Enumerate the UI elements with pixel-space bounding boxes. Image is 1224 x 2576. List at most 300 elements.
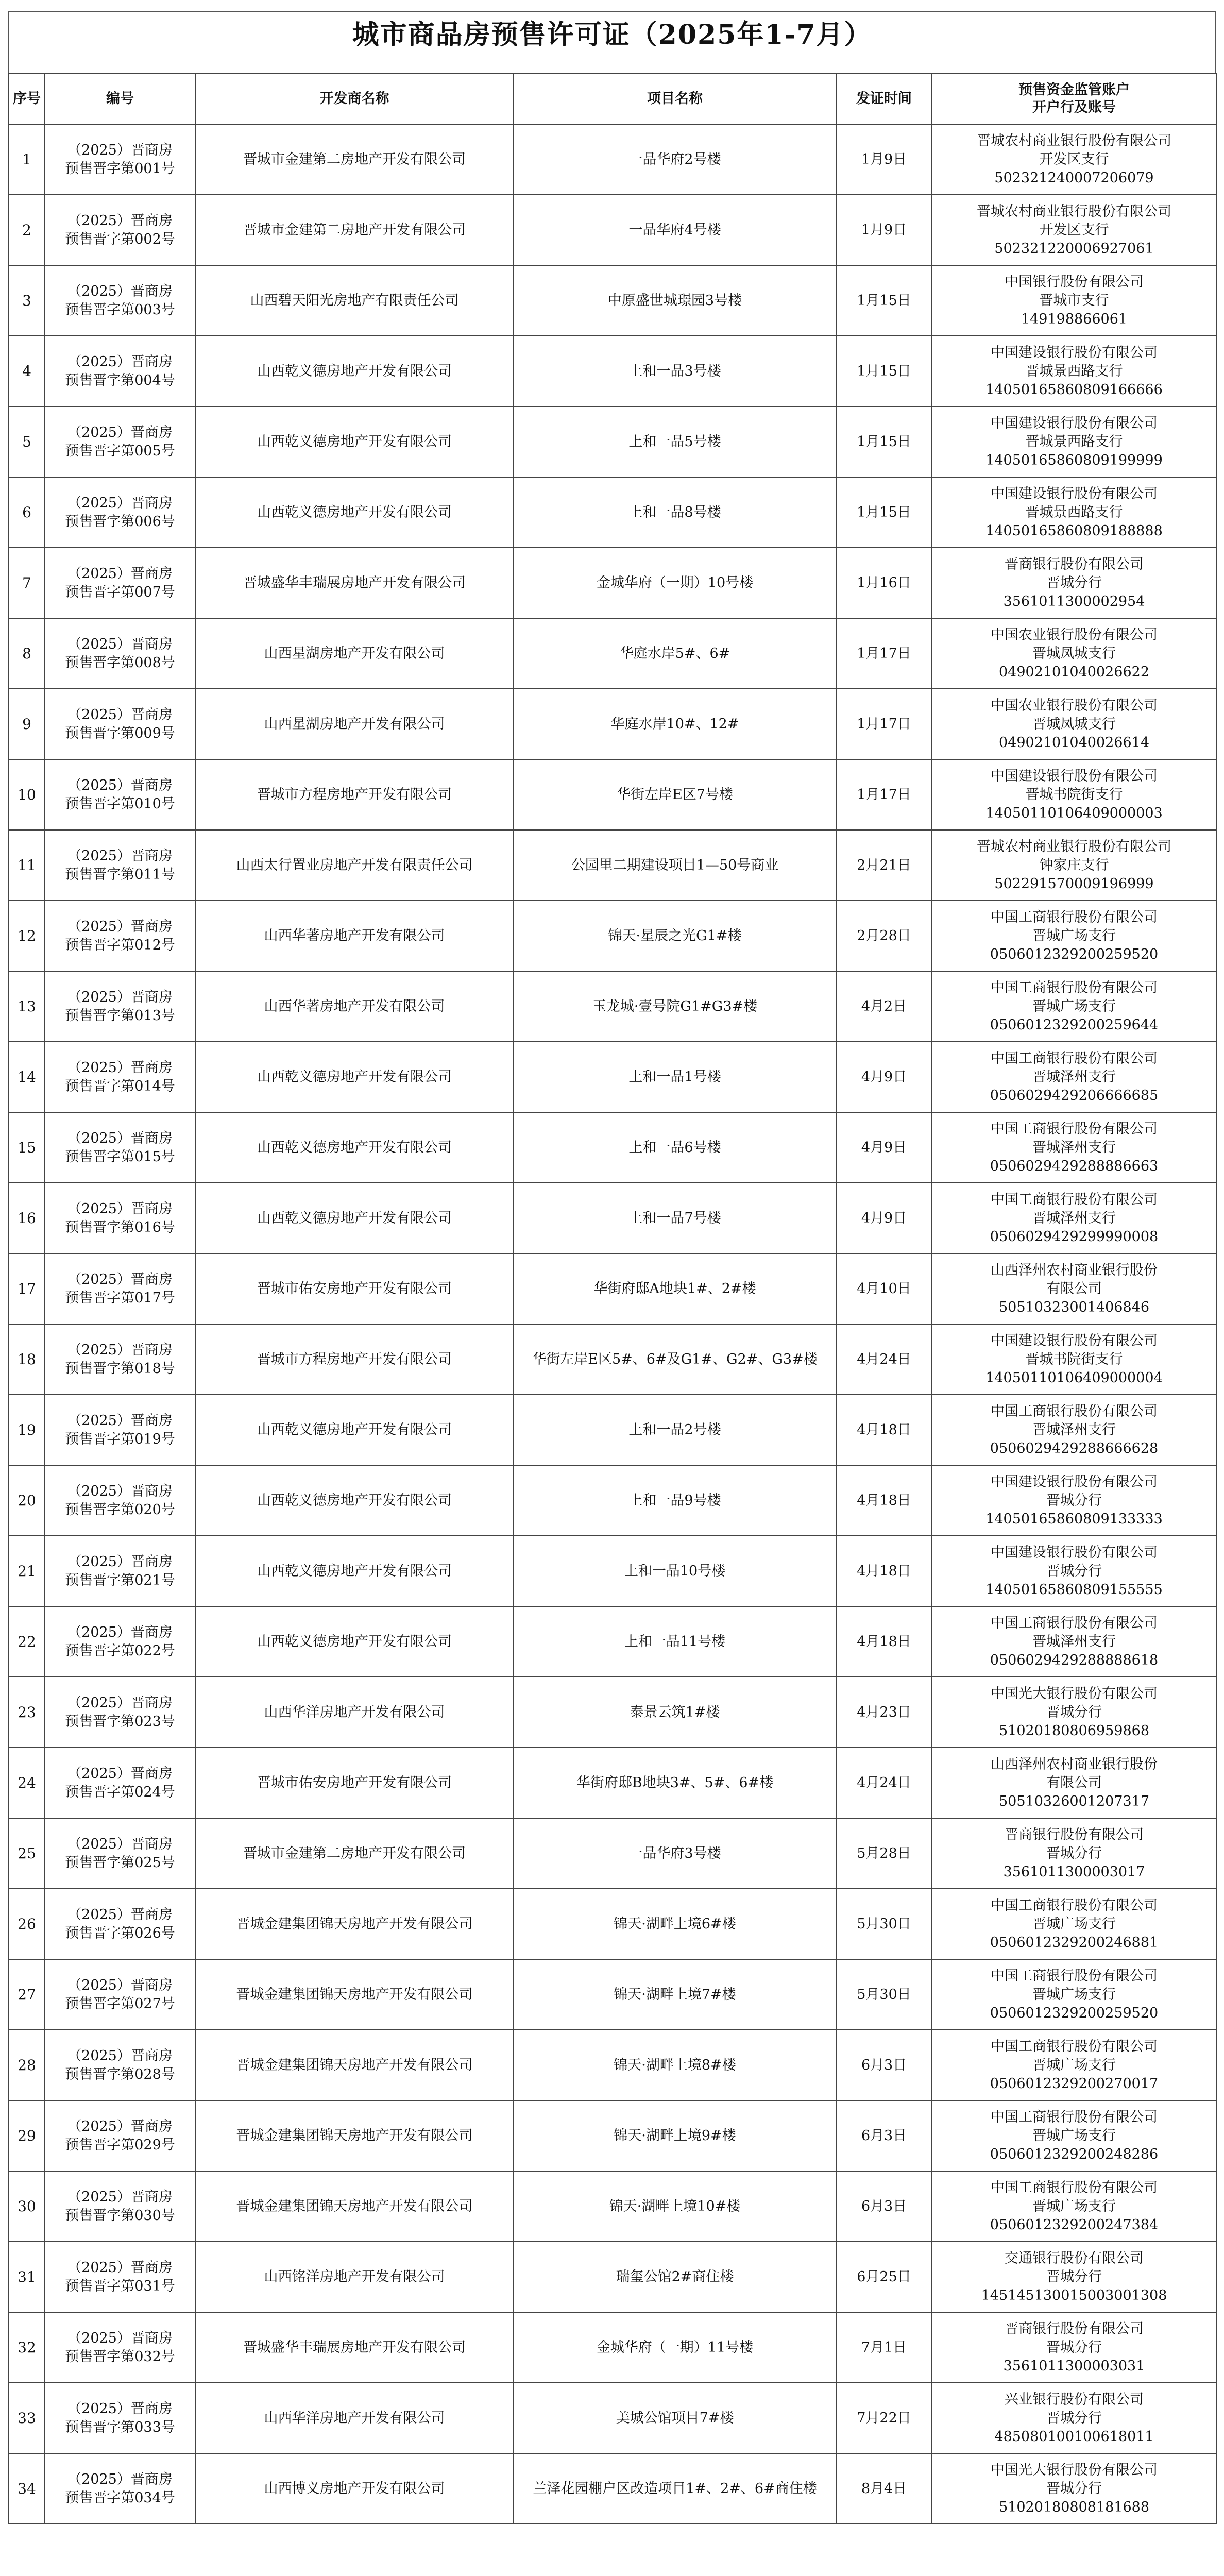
code-line-2: 预售晋字第011号 [65,866,175,883]
code-line-2: 预售晋字第004号 [65,372,175,388]
table-row [9,406,1216,477]
cell-project: 玉龙城·壹号院G1#G3#楼 [514,971,836,1042]
code-line-1: （2025）晋商房 [67,636,173,652]
cell-date: 1月15日 [836,265,932,336]
bank-name: 山西泽州农村商业银行股份 [991,1756,1158,1772]
bank-branch: 晋城广场支行 [1032,998,1116,1014]
cell-developer: 晋城市方程房地产开发有限公司 [195,1324,514,1395]
cell-code [45,689,195,759]
cell-developer: 晋城市金建第二房地产开发有限公司 [195,195,514,265]
bank-branch: 晋城广场支行 [1032,927,1116,944]
cell-bank [932,759,1216,830]
cell-bank [932,1536,1216,1606]
cell-no: 5 [9,406,45,477]
bank-account: 0506012329200248286 [990,2146,1159,2162]
cell-code [45,1395,195,1465]
cell-date: 4月18日 [836,1395,932,1465]
cell-developer: 晋城金建集团锦天房地产开发有限公司 [195,1959,514,2030]
bank-account: 14050165860809188888 [985,522,1163,539]
cell-developer: 晋城金建集团锦天房地产开发有限公司 [195,2171,514,2242]
code-line-1: （2025）晋商房 [67,353,173,370]
cell-developer: 晋城市佑安房地产开发有限公司 [195,1748,514,1818]
bank-name: 晋商银行股份有限公司 [1005,556,1144,572]
cell-developer: 晋城盛华丰瑞展房地产开发有限公司 [195,548,514,618]
cell-no: 7 [9,548,45,618]
cell-project: 上和一品5号楼 [514,406,836,477]
bank-account: 0506029429299990008 [990,1228,1159,1245]
cell-date: 4月18日 [836,1536,932,1606]
cell-code [45,1183,195,1253]
cell-code [45,971,195,1042]
cell-bank [932,1465,1216,1536]
code-line-1: （2025）晋商房 [67,424,173,440]
code-line-1: （2025）晋商房 [67,1059,173,1076]
cell-code [45,2030,195,2100]
code-line-2: 预售晋字第010号 [65,795,175,812]
code-line-1: （2025）晋商房 [67,1342,173,1358]
cell-date: 4月2日 [836,971,932,1042]
cell-code [45,1606,195,1677]
header-no: 序号 [9,74,45,124]
bank-account: 0506012329200270017 [990,2075,1159,2092]
bank-name: 中国工商银行股份有限公司 [991,1403,1158,1419]
cell-date: 4月10日 [836,1253,932,1324]
bank-name: 中国建设银行股份有限公司 [991,1332,1158,1349]
cell-project: 上和一品1号楼 [514,1042,836,1112]
cell-developer: 山西星湖房地产开发有限公司 [195,689,514,759]
cell-developer: 山西星湖房地产开发有限公司 [195,618,514,689]
bank-branch: 晋城分行 [1046,1845,1102,1861]
cell-no: 20 [9,1465,45,1536]
bank-branch: 晋城分行 [1046,574,1102,591]
cell-code [45,1465,195,1536]
code-line-2: 预售晋字第024号 [65,1784,175,1800]
header-date: 发证时间 [836,74,932,124]
table-row [9,1253,1216,1324]
table-header-row [9,74,1216,124]
bank-account: 3561011300002954 [1003,593,1145,609]
cell-date: 6月25日 [836,2242,932,2312]
code-line-1: （2025）晋商房 [67,1553,173,1570]
cell-code [45,1042,195,1112]
bank-branch: 晋城泽州支行 [1032,1139,1116,1156]
code-line-1: （2025）晋商房 [67,2047,173,2064]
code-line-2: 预售晋字第009号 [65,725,175,741]
cell-bank [932,1395,1216,1465]
code-line-2: 预售晋字第033号 [65,2419,175,2435]
cell-bank [932,2453,1216,2524]
cell-project: 公园里二期建设项目1—50号商业 [514,830,836,901]
cell-date: 4月9日 [836,1183,932,1253]
cell-project: 华庭水岸10#、12# [514,689,836,759]
cell-no: 17 [9,1253,45,1324]
code-line-1: （2025）晋商房 [67,777,173,793]
cell-developer: 山西乾义德房地产开发有限公司 [195,1465,514,1536]
bank-name: 中国光大银行股份有限公司 [991,1685,1158,1702]
code-line-2: 预售晋字第026号 [65,1925,175,1941]
code-line-2: 预售晋字第005号 [65,443,175,459]
cell-project: 华庭水岸5#、6# [514,618,836,689]
cell-project: 上和一品3号楼 [514,336,836,406]
cell-code [45,124,195,195]
bank-name: 中国工商银行股份有限公司 [991,1191,1158,1208]
bank-account: 485080100100618011 [994,2428,1154,2445]
table-row [9,1889,1216,1959]
cell-date: 6月3日 [836,2100,932,2171]
cell-bank [932,830,1216,901]
bank-account: 14050110106409000003 [985,805,1163,821]
permit-table [8,73,1217,2524]
cell-project: 金城华府（一期）10号楼 [514,548,836,618]
header-project: 项目名称 [514,74,836,124]
code-line-2: 预售晋字第012号 [65,937,175,953]
bank-branch: 开发区支行 [1039,151,1109,167]
cell-code [45,1748,195,1818]
bank-branch: 晋城分行 [1046,1563,1102,1579]
table-row [9,1818,1216,1889]
bank-branch: 晋城广场支行 [1032,2127,1116,2144]
table-row [9,2171,1216,2242]
header-code: 编号 [45,74,195,124]
cell-no: 13 [9,971,45,1042]
cell-code [45,548,195,618]
bank-name: 中国建设银行股份有限公司 [991,485,1158,502]
cell-date: 4月18日 [836,1606,932,1677]
cell-no: 15 [9,1112,45,1183]
bank-name: 中国工商银行股份有限公司 [991,1121,1158,1137]
code-line-2: 预售晋字第019号 [65,1431,175,1447]
cell-no: 31 [9,2242,45,2312]
cell-developer: 山西乾义德房地产开发有限公司 [195,1183,514,1253]
cell-bank [932,618,1216,689]
bank-branch: 晋城凤城支行 [1032,716,1116,732]
cell-bank [932,971,1216,1042]
bank-name: 中国工商银行股份有限公司 [991,2179,1158,2196]
code-line-2: 预售晋字第030号 [65,2207,175,2224]
bank-branch: 晋城广场支行 [1032,1916,1116,1932]
cell-bank [932,1324,1216,1395]
cell-no: 22 [9,1606,45,1677]
spacer-row [8,58,1216,73]
code-line-2: 预售晋字第001号 [65,160,175,177]
cell-bank [932,1677,1216,1748]
table-row [9,1465,1216,1536]
bank-branch: 晋城泽州支行 [1032,1633,1116,1650]
code-line-1: （2025）晋商房 [67,1200,173,1217]
bank-account: 145145130015003001308 [981,2287,1167,2303]
code-line-1: （2025）晋商房 [67,1271,173,1287]
cell-bank [932,901,1216,971]
cell-project: 泰景云筑1#楼 [514,1677,836,1748]
table-row [9,124,1216,195]
cell-no: 21 [9,1536,45,1606]
code-line-1: （2025）晋商房 [67,706,173,723]
table-row [9,1748,1216,1818]
cell-no: 27 [9,1959,45,2030]
bank-branch: 晋城泽州支行 [1032,1210,1116,1226]
bank-branch: 晋城分行 [1046,2339,1102,2355]
cell-bank [932,689,1216,759]
code-line-2: 预售晋字第020号 [65,1501,175,1518]
table-row [9,1183,1216,1253]
cell-no: 3 [9,265,45,336]
cell-date: 4月9日 [836,1042,932,1112]
code-line-2: 预售晋字第034号 [65,2489,175,2506]
cell-project: 中原盛世城璟园3号楼 [514,265,836,336]
code-line-1: （2025）晋商房 [67,2189,173,2205]
bank-name: 中国工商银行股份有限公司 [991,2109,1158,2125]
cell-date: 7月1日 [836,2312,932,2383]
bank-name: 晋城农村商业银行股份有限公司 [977,203,1171,219]
bank-branch: 晋城景西路支行 [1025,504,1123,520]
document-sheet [8,11,1216,2524]
bank-account: 0506029429288886663 [990,1158,1159,1174]
bank-name: 交通银行股份有限公司 [1005,2250,1144,2266]
cell-bank [932,1889,1216,1959]
bank-name: 中国工商银行股份有限公司 [991,1615,1158,1631]
code-line-1: （2025）晋商房 [67,142,173,158]
cell-date: 4月24日 [836,1748,932,1818]
cell-code [45,265,195,336]
cell-code [45,830,195,901]
bank-account: 14050165860809155555 [985,1581,1163,1598]
cell-no: 33 [9,2383,45,2453]
table-row [9,265,1216,336]
cell-project: 华街左岸E区7号楼 [514,759,836,830]
table-row [9,1677,1216,1748]
bank-name: 中国工商银行股份有限公司 [991,2038,1158,2055]
cell-no: 18 [9,1324,45,1395]
bank-account: 14050165860809166666 [985,381,1163,398]
cell-code [45,2242,195,2312]
bank-name: 晋商银行股份有限公司 [1005,2320,1144,2337]
cell-no: 12 [9,901,45,971]
cell-date: 6月3日 [836,2171,932,2242]
code-line-1: （2025）晋商房 [67,1694,173,1711]
bank-branch: 晋城分行 [1046,2410,1102,2426]
cell-developer: 山西太行置业房地产开发有限责任公司 [195,830,514,901]
bank-account: 50510326001207317 [998,1793,1150,1809]
cell-bank [932,124,1216,195]
code-line-1: （2025）晋商房 [67,989,173,1005]
cell-developer: 晋城市佑安房地产开发有限公司 [195,1253,514,1324]
cell-project: 华街府邸A地块1#、2#楼 [514,1253,836,1324]
cell-bank [932,1253,1216,1324]
code-line-1: （2025）晋商房 [67,212,173,229]
bank-branch: 晋城书院街支行 [1025,1351,1123,1367]
bank-name: 中国建设银行股份有限公司 [991,415,1158,431]
cell-developer: 山西乾义德房地产开发有限公司 [195,1395,514,1465]
page-title: 城市商品房预售许可证（2025年1-7月） [8,11,1216,58]
cell-bank [932,265,1216,336]
cell-project: 上和一品10号楼 [514,1536,836,1606]
cell-project: 华街府邸B地块3#、5#、6#楼 [514,1748,836,1818]
cell-project: 一品华府2号楼 [514,124,836,195]
cell-bank [932,336,1216,406]
header-developer: 开发商名称 [195,74,514,124]
bank-account: 3561011300003017 [1003,1863,1145,1880]
cell-developer: 山西铭洋房地产开发有限公司 [195,2242,514,2312]
cell-no: 23 [9,1677,45,1748]
bank-branch: 有限公司 [1046,1280,1102,1297]
code-line-2: 预售晋字第015号 [65,1148,175,1165]
table-row [9,759,1216,830]
code-line-1: （2025）晋商房 [67,283,173,299]
cell-code [45,406,195,477]
bank-name: 中国工商银行股份有限公司 [991,1968,1158,1984]
cell-no: 2 [9,195,45,265]
cell-developer: 山西华著房地产开发有限公司 [195,971,514,1042]
code-line-1: （2025）晋商房 [67,2259,173,2276]
cell-bank [932,477,1216,548]
bank-account: 14050165860809199999 [985,452,1163,468]
code-line-2: 预售晋字第031号 [65,2278,175,2294]
code-line-2: 预售晋字第007号 [65,584,175,600]
cell-project: 锦天·星辰之光G1#楼 [514,901,836,971]
table-row [9,2383,1216,2453]
bank-account: 0506029429288666628 [990,1440,1159,1456]
cell-no: 4 [9,336,45,406]
cell-no: 28 [9,2030,45,2100]
bank-name: 中国银行股份有限公司 [1005,274,1144,290]
code-line-1: （2025）晋商房 [67,1483,173,1499]
cell-project: 锦天·湖畔上境10#楼 [514,2171,836,2242]
code-line-2: 预售晋字第022号 [65,1642,175,1659]
cell-code [45,618,195,689]
cell-developer: 山西博义房地产开发有限公司 [195,2453,514,2524]
code-line-2: 预售晋字第023号 [65,1713,175,1730]
table-row [9,2242,1216,2312]
bank-account: 50510323001406846 [998,1299,1150,1315]
code-line-2: 预售晋字第017号 [65,1290,175,1306]
cell-no: 9 [9,689,45,759]
bank-name: 晋城农村商业银行股份有限公司 [977,838,1171,855]
cell-no: 19 [9,1395,45,1465]
cell-no: 29 [9,2100,45,2171]
cell-project: 上和一品8号楼 [514,477,836,548]
cell-date: 1月17日 [836,618,932,689]
cell-no: 10 [9,759,45,830]
bank-account: 502321240007206079 [994,170,1154,186]
cell-developer: 晋城金建集团锦天房地产开发有限公司 [195,1889,514,1959]
bank-branch: 晋城泽州支行 [1032,1421,1116,1438]
table-row [9,1324,1216,1395]
bank-account: 0506012329200246881 [990,1934,1159,1951]
cell-code [45,1536,195,1606]
table-row [9,830,1216,901]
code-line-2: 预售晋字第029号 [65,2137,175,2153]
bank-account: 0506029429206666685 [990,1087,1159,1104]
table-row [9,2312,1216,2383]
bank-name: 中国农业银行股份有限公司 [991,626,1158,643]
cell-date: 8月4日 [836,2453,932,2524]
cell-code [45,2100,195,2171]
cell-no: 32 [9,2312,45,2383]
cell-bank [932,548,1216,618]
cell-no: 26 [9,1889,45,1959]
cell-date: 4月9日 [836,1112,932,1183]
cell-code [45,2453,195,2524]
cell-date: 4月23日 [836,1677,932,1748]
bank-name: 中国建设银行股份有限公司 [991,1473,1158,1490]
bank-account: 3561011300003031 [1003,2358,1145,2374]
header-bank: 预售资金监管账户 开户行及账号 [932,74,1216,124]
code-line-1: （2025）晋商房 [67,1765,173,1782]
cell-code [45,1889,195,1959]
cell-date: 4月24日 [836,1324,932,1395]
cell-code [45,1253,195,1324]
cell-date: 5月30日 [836,1889,932,1959]
cell-no: 30 [9,2171,45,2242]
cell-bank [932,1112,1216,1183]
cell-developer: 山西乾义德房地产开发有限公司 [195,1536,514,1606]
cell-code [45,336,195,406]
cell-project: 一品华府4号楼 [514,195,836,265]
cell-project: 锦天·湖畔上境8#楼 [514,2030,836,2100]
code-line-1: （2025）晋商房 [67,1624,173,1640]
cell-developer: 山西乾义德房地产开发有限公司 [195,1112,514,1183]
cell-developer: 山西华洋房地产开发有限公司 [195,2383,514,2453]
bank-branch: 晋城泽州支行 [1032,1069,1116,1085]
cell-project: 美城公馆项目7#楼 [514,2383,836,2453]
bank-account: 04902101040026614 [998,734,1150,751]
cell-project: 兰泽花园棚户区改造项目1#、2#、6#商住楼 [514,2453,836,2524]
table-row [9,2453,1216,2524]
bank-name: 中国工商银行股份有限公司 [991,1050,1158,1066]
bank-account: 51020180808181688 [998,2499,1150,2515]
cell-developer: 晋城盛华丰瑞展房地产开发有限公司 [195,2312,514,2383]
table-row [9,1959,1216,2030]
table-row [9,618,1216,689]
cell-no: 16 [9,1183,45,1253]
bank-name: 中国工商银行股份有限公司 [991,909,1158,925]
table-row [9,1042,1216,1112]
cell-code [45,195,195,265]
cell-no: 24 [9,1748,45,1818]
code-line-2: 预售晋字第018号 [65,1360,175,1377]
cell-code [45,1677,195,1748]
bank-branch: 晋城分行 [1046,2480,1102,2497]
cell-date: 1月17日 [836,759,932,830]
code-line-2: 预售晋字第028号 [65,2066,175,2082]
bank-branch: 晋城书院街支行 [1025,786,1123,803]
bank-branch: 晋城分行 [1046,1492,1102,1509]
cell-bank [932,2030,1216,2100]
cell-project: 华街左岸E区5#、6#及G1#、G2#、G3#楼 [514,1324,836,1395]
bank-branch: 有限公司 [1046,1774,1102,1791]
code-line-1: （2025）晋商房 [67,2400,173,2417]
table-row [9,2100,1216,2171]
cell-date: 5月30日 [836,1959,932,2030]
cell-no: 6 [9,477,45,548]
bank-branch: 晋城市支行 [1039,292,1109,309]
table-row [9,195,1216,265]
bank-name: 中国建设银行股份有限公司 [991,768,1158,784]
cell-developer: 山西乾义德房地产开发有限公司 [195,477,514,548]
code-line-2: 预售晋字第013号 [65,1007,175,1024]
table-row [9,336,1216,406]
bank-branch: 晋城凤城支行 [1032,645,1116,662]
cell-date: 7月22日 [836,2383,932,2453]
code-line-2: 预售晋字第025号 [65,1854,175,1871]
cell-project: 上和一品2号楼 [514,1395,836,1465]
code-line-1: （2025）晋商房 [67,2330,173,2346]
table-row [9,1606,1216,1677]
cell-date: 1月15日 [836,406,932,477]
cell-date: 6月3日 [836,2030,932,2100]
bank-branch: 晋城景西路支行 [1025,433,1123,450]
cell-bank [932,2312,1216,2383]
